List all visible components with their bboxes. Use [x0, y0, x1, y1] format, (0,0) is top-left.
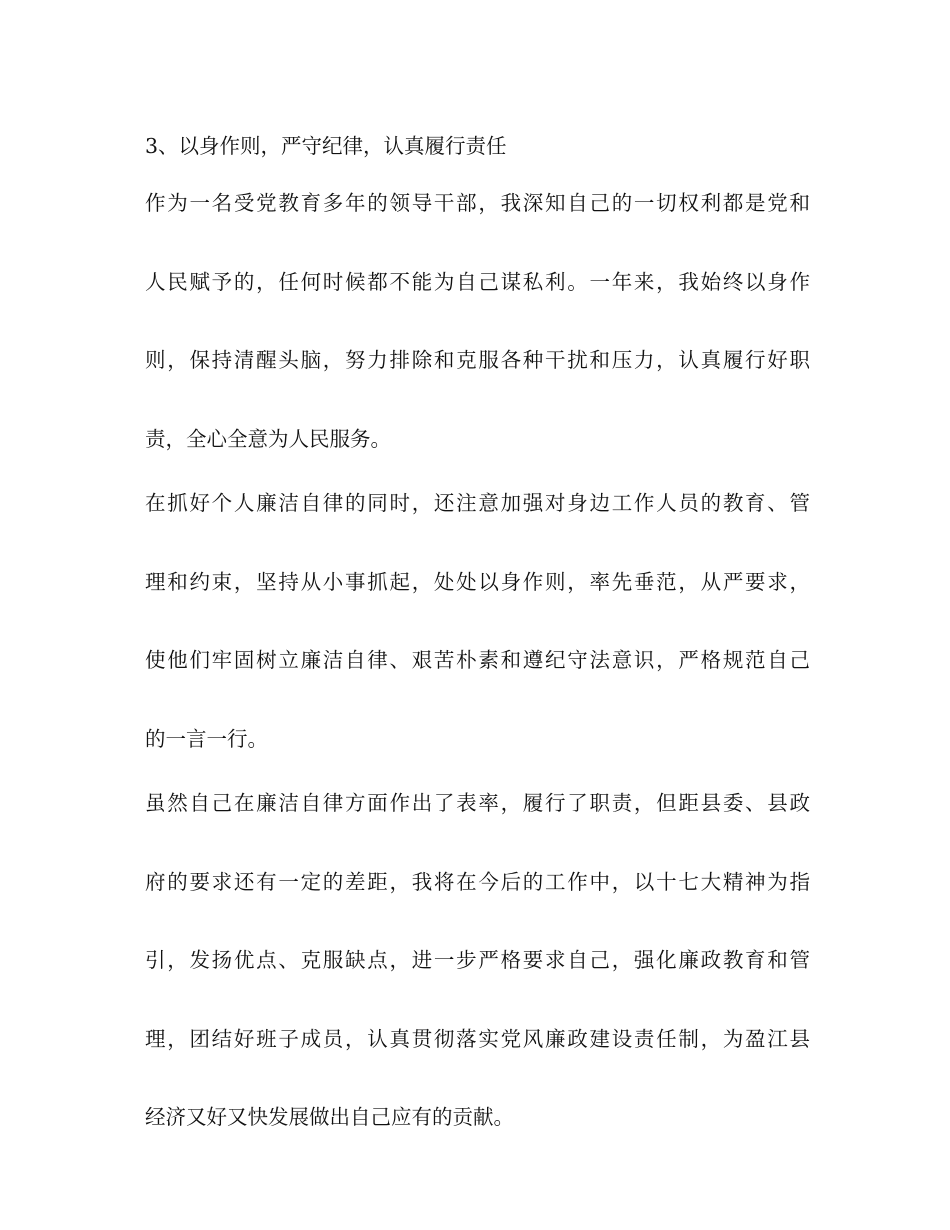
paragraph-line: 经济又好又快发展做出自己应有的贡献。 — [145, 1105, 514, 1129]
paragraph-line: 在抓好个人廉洁自律的同时，还注意加强对身边工作人员的教育、管 — [145, 491, 810, 515]
document-body — [145, 126, 810, 1143]
section-heading: 3、以身作则，严守纪律，认真履行责任 — [145, 134, 507, 158]
paragraph-line: 作为一名受党教育多年的领导干部，我深知自己的一切权利都是党和 — [145, 191, 810, 215]
paragraph-line: 则，保持清醒头脑，努力排除和克服各种干扰和压力，认真履行好职 — [145, 348, 810, 372]
paragraph-line: 引，发扬优点、克服缺点，进一步严格要求自己，强化廉政教育和管 — [145, 948, 810, 972]
paragraph-line: 使他们牢固树立廉洁自律、艰苦朴素和遵纪守法意识，严格规范自己 — [145, 648, 810, 672]
paragraph-3 — [145, 764, 810, 1157]
paragraph-line: 责，全心全意为人民服务。 — [145, 426, 391, 451]
paragraph-line: 的一言一行。 — [145, 726, 268, 751]
paragraph-2 — [145, 464, 810, 778]
paragraph-line: 虽然自己在廉洁自律方面作出了表率，履行了职责，但距县委、县政 — [145, 791, 810, 815]
paragraph-line: 人民赋予的，任何时候都不能为自己谋私利。一年来，我始终以身作 — [145, 269, 810, 294]
paragraph-line: 理和约束，坚持从小事抓起，处处以身作则，率先垂范，从严要求， — [145, 569, 810, 594]
paragraph-1 — [145, 164, 810, 478]
paragraph-line: 理，团结好班子成员，认真贯彻落实党风廉政建设责任制，为盈江县 — [145, 1026, 810, 1051]
paragraph-line: 府的要求还有一定的差距，我将在今后的工作中，以十七大精神为指 — [145, 869, 810, 894]
